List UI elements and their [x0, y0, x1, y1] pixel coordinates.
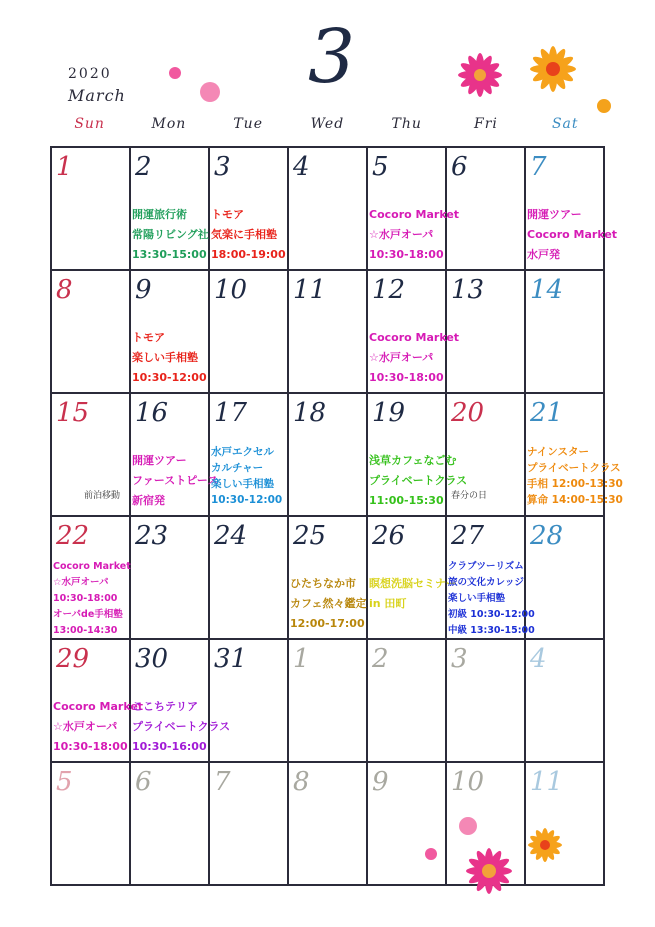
day-number: 6 [451, 152, 468, 182]
day-number: 8 [293, 767, 310, 797]
day-cell [131, 763, 210, 886]
event-line: 12:00-17:00 [290, 617, 365, 630]
day-number: 11 [293, 275, 327, 305]
day-number: 29 [56, 644, 90, 674]
day-cell [210, 763, 289, 886]
day-cell [131, 148, 210, 271]
day-number: 18 [293, 398, 327, 428]
event-line: トモア [211, 208, 244, 221]
event-line: Cocoro Market [53, 700, 144, 713]
day-number: 25 [293, 521, 327, 551]
event-line: 10:30-18:00 [53, 593, 118, 604]
day-number: 24 [214, 521, 248, 551]
calendar-grid [50, 146, 623, 886]
event-line: プライベートクラス [369, 474, 468, 487]
day-cell [131, 517, 210, 640]
day-number: 20 [451, 398, 485, 428]
day-number: 27 [451, 521, 485, 551]
day-number: 13 [451, 275, 485, 305]
event-line: 10:30-16:00 [132, 740, 207, 753]
event-line: ファーストピース [132, 474, 219, 487]
day-number: 1 [56, 152, 73, 182]
event-line: 浅草カフェなごむ [369, 454, 457, 467]
event-line: 水戸エクセル [211, 446, 274, 458]
event-line: 楽しい手相塾 [448, 593, 506, 604]
day-number: 7 [530, 152, 547, 182]
day-cell [210, 517, 289, 640]
event-line: 10:30-12:00 [211, 494, 283, 506]
event-line: 11:00-15:30 [369, 494, 444, 507]
weekday-wed: Wed [310, 116, 345, 132]
event-line: 初級 10:30-12:00 [448, 609, 535, 620]
day-cell [289, 640, 368, 763]
flower-icon [522, 38, 584, 100]
day-cell [368, 148, 460, 271]
day-cell [447, 394, 526, 517]
day-note: 春分の日 [451, 491, 488, 501]
event-line: 10:30-18:00 [369, 248, 444, 261]
day-cell [289, 271, 368, 394]
day-cell [210, 394, 289, 517]
event-line: ☆水戸オーパ [53, 720, 118, 733]
day-number: 15 [56, 398, 90, 428]
day-cell [52, 394, 131, 517]
event-line: ここちテリア [132, 700, 198, 713]
day-number: 4 [293, 152, 310, 182]
day-cell [52, 517, 131, 640]
event-line: ☆水戸オーパ [369, 228, 434, 241]
day-number: 10 [451, 767, 485, 797]
day-cell [289, 517, 368, 640]
day-number: 8 [56, 275, 73, 305]
event-line: 10:30-12:00 [132, 371, 207, 384]
day-number: 5 [56, 767, 73, 797]
day-number: 17 [214, 398, 248, 428]
event-line: 新宿発 [132, 494, 165, 507]
event-line: Cocoro Market [369, 208, 460, 221]
day-cell [526, 640, 605, 763]
event-line: カルチャー [211, 462, 264, 474]
day-number: 1 [293, 644, 310, 674]
event-line: 18:00-19:00 [211, 248, 286, 261]
weekday-thu: Thu [391, 116, 422, 132]
day-cell [210, 148, 289, 271]
day-cell [52, 148, 131, 271]
day-number: 4 [530, 644, 547, 674]
day-cell [289, 394, 368, 517]
event-line: クラブツーリズム [448, 561, 524, 572]
event-line: 13:30-15:00 [132, 248, 207, 261]
weekday-sat: Sat [551, 116, 579, 132]
event-line: カフェ然々鑑定 [290, 597, 367, 610]
event-line: 開運ツアー [132, 454, 187, 467]
event-line: 楽しい手相塾 [132, 351, 198, 364]
day-number: 3 [451, 644, 468, 674]
event-line: トモア [132, 331, 165, 344]
day-number: 7 [214, 767, 231, 797]
event-line: ひたちなか市 [290, 577, 356, 590]
decorative-dots [150, 60, 230, 110]
event-line: 開運ツアー [527, 208, 582, 221]
decorative-dot [596, 98, 612, 114]
flower-icon [522, 822, 568, 868]
event-line: 旅の文化カレッジ [448, 577, 524, 588]
day-cell [368, 271, 460, 394]
day-cell [526, 271, 605, 394]
day-cell [289, 763, 368, 886]
event-line: Cocoro Market [53, 561, 131, 572]
day-number: 9 [372, 767, 389, 797]
day-cell [210, 271, 289, 394]
event-line: ☆水戸オーパ [53, 577, 109, 588]
day-cell [447, 148, 526, 271]
day-number: 6 [135, 767, 152, 797]
event-line: 水戸発 [527, 248, 560, 261]
day-number: 12 [372, 275, 406, 305]
day-number: 3 [214, 152, 231, 182]
event-line: Cocoro Market [527, 228, 618, 241]
weekday-tue: Tue [233, 116, 263, 132]
day-number: 2 [372, 644, 389, 674]
event-line: 算命 14:00-15:30 [527, 494, 623, 506]
day-cell [526, 517, 605, 640]
event-line: 楽しい手相塾 [211, 478, 274, 490]
day-cell [526, 148, 618, 271]
event-line: 手相 12:00-13:30 [527, 478, 623, 490]
day-cell [447, 640, 526, 763]
event-line: ナインスター [527, 446, 589, 458]
day-cell [131, 271, 210, 394]
weekday-mon: Mon [151, 116, 187, 132]
day-number: 30 [135, 644, 169, 674]
day-cell [447, 271, 526, 394]
weekday-sun: Sun [74, 116, 105, 132]
day-number: 22 [56, 521, 90, 551]
event-line: プライベートクラス [132, 720, 231, 733]
day-number: 21 [530, 398, 564, 428]
day-number: 14 [530, 275, 564, 305]
day-cell [52, 763, 131, 886]
calendar-month-name: March [68, 86, 126, 105]
event-line: 10:30-18:00 [369, 371, 444, 384]
event-line: 13:00-14:30 [53, 625, 118, 636]
event-line: 瞑想洗脳セミナー [369, 577, 457, 590]
event-line: ☆水戸オーパ [369, 351, 434, 364]
day-number: 23 [135, 521, 169, 551]
calendar-month-number: 3 [308, 14, 356, 100]
day-cell [52, 271, 131, 394]
calendar-year: 2020 [68, 66, 112, 82]
event-line: プライベートクラス [527, 462, 621, 474]
weekday-header [50, 116, 605, 138]
day-cell [368, 640, 447, 763]
day-number: 28 [530, 521, 564, 551]
weekday-fri: Fri [474, 116, 498, 132]
day-cell [447, 517, 535, 640]
day-number: 5 [372, 152, 389, 182]
event-line: 常陽リビング社 [132, 228, 209, 241]
day-number: 10 [214, 275, 248, 305]
event-line: 気楽に手相塾 [211, 228, 277, 241]
event-line: オーパde手相塾 [53, 609, 123, 620]
day-number: 31 [214, 644, 248, 674]
day-cell [131, 394, 219, 517]
day-number: 11 [530, 767, 564, 797]
day-note: 前泊移動 [84, 491, 121, 501]
event-line: 10:30-18:00 [53, 740, 128, 753]
day-number: 2 [135, 152, 152, 182]
flower-icon [450, 45, 510, 105]
flower-icon [458, 840, 520, 902]
day-number: 19 [372, 398, 406, 428]
day-cell [289, 148, 368, 271]
event-line: 開運旅行術 [132, 208, 187, 221]
day-cell [526, 394, 623, 517]
event-line: in 田町 [369, 597, 407, 610]
day-cell [52, 640, 144, 763]
day-number: 26 [372, 521, 406, 551]
event-line: Cocoro Market [369, 331, 460, 344]
day-number: 9 [135, 275, 152, 305]
day-cell [368, 517, 457, 640]
day-cell [210, 640, 289, 763]
day-number: 16 [135, 398, 169, 428]
event-line: 中級 13:30-15:00 [448, 625, 535, 636]
